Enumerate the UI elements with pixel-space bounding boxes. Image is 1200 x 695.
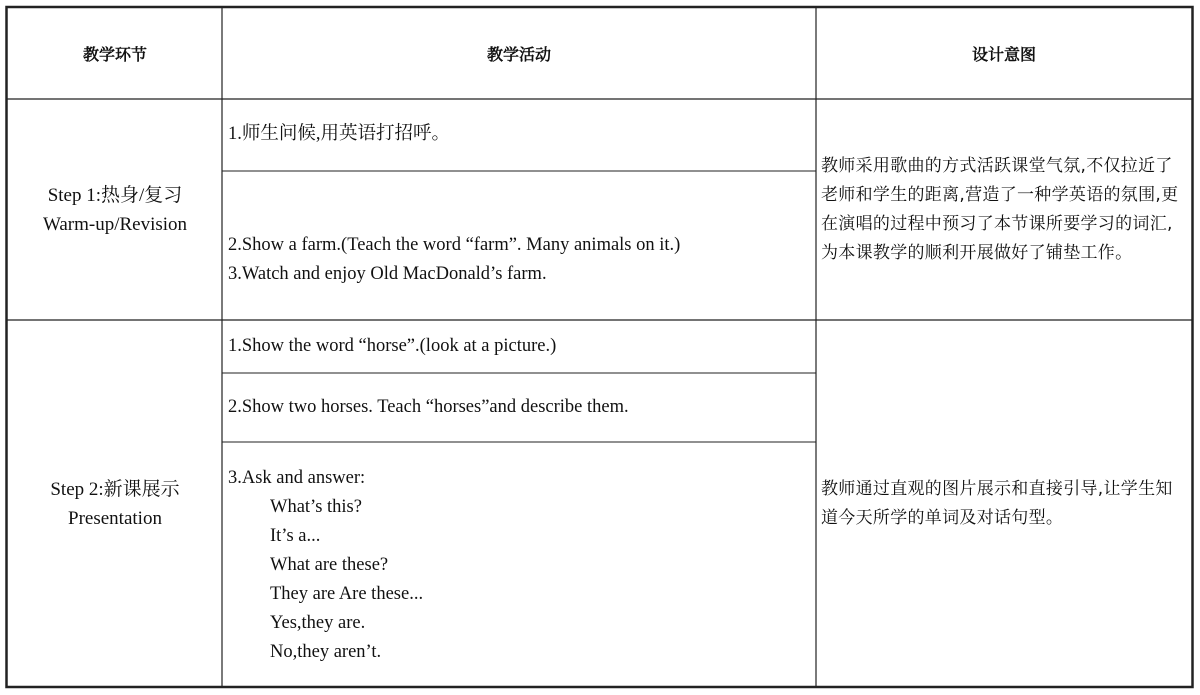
step1-activity-line: 3.Watch and enjoy Old MacDonald’s farm. xyxy=(228,263,547,284)
step1-stage-title: Step 1:热身/复习 xyxy=(47,184,183,206)
step2-activity-line: 3.Ask and answer: xyxy=(228,468,366,488)
step1-stage-cell xyxy=(8,99,222,320)
dialogue-line: Yes,they are. xyxy=(270,613,366,633)
step2-activity-cell xyxy=(222,442,816,687)
step1-activity-cell xyxy=(222,171,816,320)
header-teaching-stage: 教学环节 xyxy=(82,45,147,64)
step2-stage-title: Step 2:新课展示 xyxy=(50,478,180,500)
dialogue-line: They are Are these... xyxy=(270,584,424,604)
step1-activity-line: 2.Show a farm.(Teach the word “farm”. Many animals on it.) xyxy=(228,234,681,255)
step2-activity-line: 1.Show the word “horse”.(look at a picture.) xyxy=(228,336,557,356)
dialogue-line: What’s this? xyxy=(270,497,362,517)
step2-activity-cell xyxy=(222,320,816,373)
step1-activity-cell xyxy=(222,99,816,171)
step2-intent-text: 教师通过直观的图片展示和直接引导,让学生知道今天所学的单词及对话句型。 xyxy=(821,478,1173,528)
step2-intent-cell xyxy=(816,320,1192,687)
dialogue-line: No,they aren’t. xyxy=(270,642,382,662)
step2-stage-subtitle: Presentation xyxy=(68,507,162,529)
step2-activity-line: 2.Show two horses. Teach “horses”and describe them. xyxy=(228,397,629,417)
header-teaching-activity: 教学活动 xyxy=(486,45,551,64)
step2-activity-cell xyxy=(222,373,816,442)
dialogue-line: It’s a... xyxy=(270,526,321,546)
dialogue-line: What are these? xyxy=(270,555,389,575)
step2-stage-cell xyxy=(8,320,222,687)
header-design-intent: 设计意图 xyxy=(971,45,1036,64)
step1-stage-subtitle: Warm-up/Revision xyxy=(42,213,188,235)
step1-activity-line: 1.师生问候,用英语打招呼。 xyxy=(228,123,451,144)
step1-intent-cell xyxy=(816,99,1192,320)
step1-intent-text: 教师采用歌曲的方式活跃课堂气氛,不仅拉近了老师和学生的距离,营造了一种学英语的氛围,更在演唱的过程中预习了本节课所要学习的词汇,为本课教学的顺利开展做好了铺垫工作。 xyxy=(821,155,1179,263)
